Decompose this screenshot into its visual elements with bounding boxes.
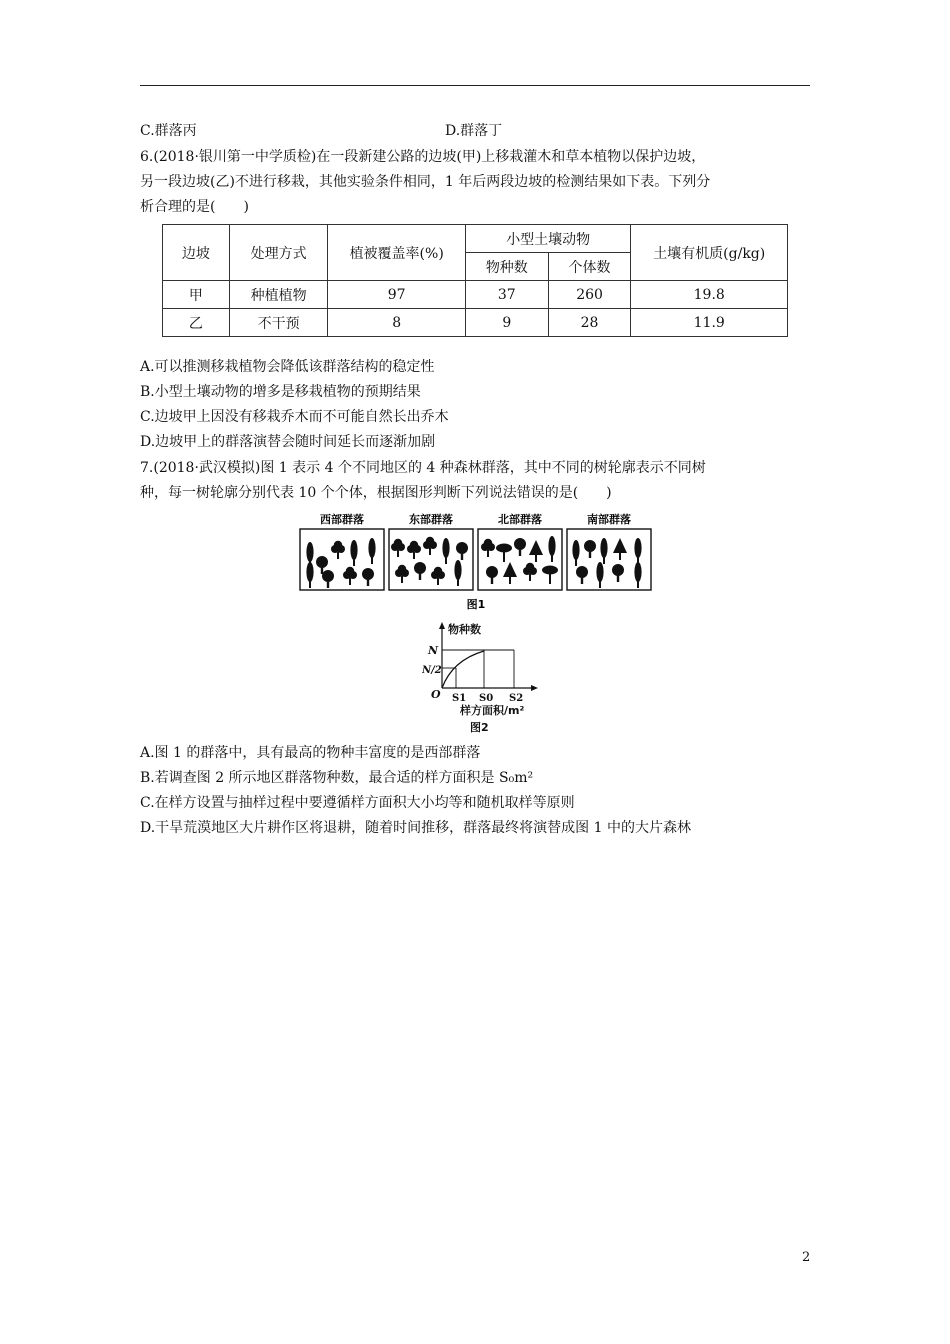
cell-method: 种植植物	[229, 281, 328, 309]
header-rule	[140, 85, 810, 86]
x-axis-label: 样方面积/m²	[460, 704, 525, 717]
y-axis-arrow-icon	[439, 622, 445, 629]
page-number: 2	[802, 1250, 811, 1265]
cell-organic: 11.9	[631, 309, 788, 337]
panel-west	[300, 529, 384, 590]
x-tick-s2: S2	[509, 693, 524, 704]
q6-stem-line: 6.(2018·银川第一中学质检)在一段新建公路的边坡(甲)上移栽灌木和草本植物以保护边坡，	[140, 149, 706, 165]
th-method: 处理方式	[229, 225, 328, 281]
q6-stem-line: 析合理的是( )	[140, 199, 249, 215]
panel-label-west: 西部群落	[320, 513, 364, 526]
q7-option-a: A.图 1 的群落中，具有最高的物种丰富度的是西部群落	[140, 745, 481, 761]
q5-option-d: D.群落丁	[445, 123, 503, 139]
panel-north	[478, 529, 562, 590]
cell-slope: 乙	[163, 309, 230, 337]
figure-1-forest-panels	[298, 512, 654, 614]
x-tick-s1: S1	[452, 693, 467, 704]
cell-slope: 甲	[163, 281, 230, 309]
panel-label-south: 南部群落	[587, 513, 631, 526]
x-tick-s0: S0	[479, 693, 494, 704]
panel-label-north: 北部群落	[498, 513, 542, 526]
th-animals: 小型土壤动物	[465, 225, 630, 253]
figure-1-caption: 图1	[466, 598, 486, 611]
panel-south	[567, 529, 651, 590]
cell-count: 28	[548, 309, 631, 337]
species-curve	[442, 651, 484, 688]
cell-cover: 8	[328, 309, 466, 337]
y-tick-N: N	[428, 644, 439, 657]
th-count: 个体数	[548, 253, 631, 281]
panel-label-east: 东部群落	[409, 513, 453, 526]
q7-option-d: D.干旱荒漠地区大片耕作区将退耕，随着时间推移，群落最终将演替成图 1 中的大片森林	[140, 820, 691, 836]
th-slope: 边坡	[163, 225, 230, 281]
table-row	[163, 309, 788, 337]
q6-option-b: B.小型土壤动物的增多是移栽植物的预期结果	[140, 384, 421, 400]
figure-2-caption: 图2	[470, 721, 489, 734]
cell-cover: 97	[328, 281, 466, 309]
figure-2-species-area-curve	[422, 620, 552, 738]
origin-label: O	[431, 688, 441, 701]
panel-east	[389, 529, 473, 590]
q6-option-d: D.边坡甲上的群落演替会随时间延长而逐渐加剧	[140, 434, 436, 450]
q7-option-b: B.若调查图 2 所示地区群落物种数，最合适的样方面积是 S₀m²	[140, 770, 534, 786]
table-row	[163, 281, 788, 309]
th-cover: 植被覆盖率(%)	[328, 225, 466, 281]
th-species: 物种数	[465, 253, 548, 281]
x-axis-arrow-icon	[531, 685, 538, 691]
th-organic: 土壤有机质(g/kg)	[631, 225, 788, 281]
cell-method: 不干预	[229, 309, 328, 337]
q7-option-c: C.在样方设置与抽样过程中要遵循样方面积大小均等和随机取样等原则	[140, 795, 575, 811]
q6-data-table	[162, 224, 788, 337]
cell-count: 260	[548, 281, 631, 309]
cell-species: 37	[465, 281, 548, 309]
y-axis-label: 物种数	[448, 623, 481, 636]
q7-stem-line: 种，每一树轮廓分别代表 10 个个体，根据图形判断下列说法错误的是( )	[140, 485, 612, 501]
q5-option-c: C.群落丙	[140, 123, 197, 139]
q6-option-a: A.可以推测移栽植物会降低该群落结构的稳定性	[140, 359, 435, 375]
cell-organic: 19.8	[631, 281, 788, 309]
q6-stem-line: 另一段边坡(乙)不进行移栽，其他实验条件相同，1 年后两段边坡的检测结果如下表。下列分	[140, 174, 711, 190]
y-tick-N-half: N/2	[422, 665, 442, 676]
q7-stem-line: 7.(2018·武汉模拟)图 1 表示 4 个不同地区的 4 种森林群落，其中不同的树轮廓表示不同树	[140, 460, 706, 476]
q6-option-c: C.边坡甲上因没有移栽乔木而不可能自然长出乔木	[140, 409, 449, 425]
cell-species: 9	[465, 309, 548, 337]
